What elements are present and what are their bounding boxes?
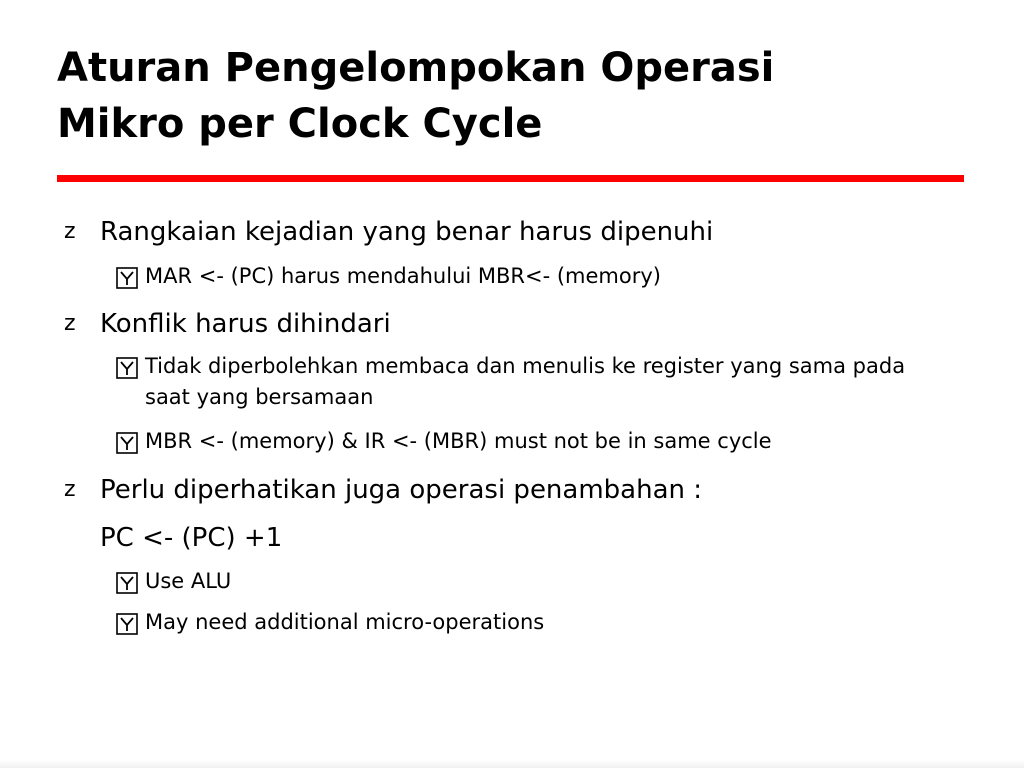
slide-title: [57, 40, 957, 152]
z-bullet-icon: z: [64, 477, 76, 502]
title-divider: [57, 175, 964, 182]
bullet-text-2: Konflik harus dihindari: [100, 309, 391, 339]
slide-title-line-1: Aturan Pengelompokan Operasi: [57, 45, 775, 91]
sub-bullet-text-3-1: Use ALU: [145, 569, 232, 593]
y-checkbox-bullet-icon: [116, 432, 138, 454]
y-checkbox-bullet-icon: [116, 267, 138, 289]
z-bullet-icon: z: [64, 311, 76, 336]
footer-edge: [0, 760, 1024, 768]
sub-bullet-text-1-1: MAR <- (PC) harus mendahului MBR<- (memory): [145, 264, 661, 288]
y-checkbox-bullet-icon: [116, 613, 138, 635]
sub-bullet-text-3-2: May need additional micro-operations: [145, 610, 545, 634]
bullet-continuation-3: PC <- (PC) +1: [100, 523, 283, 553]
sub-bullet-text-2-1: Tidak diperbolehkan membaca dan menulis ke register yang sama pada saat yang bersamaan: [145, 354, 906, 409]
bullet-text-3: Perlu diperhatikan juga operasi penambahan :: [100, 475, 703, 505]
bullet-text-1: Rangkaian kejadian yang benar harus dipenuhi: [100, 217, 714, 247]
y-checkbox-bullet-icon: [116, 357, 138, 379]
sub-bullet-text-2-2: MBR <- (memory) & IR <- (MBR) must not be in same cycle: [145, 429, 772, 453]
z-bullet-icon: z: [64, 219, 76, 244]
y-checkbox-bullet-icon: [116, 572, 138, 594]
slide-title-line-2: Mikro per Clock Cycle: [57, 101, 543, 147]
